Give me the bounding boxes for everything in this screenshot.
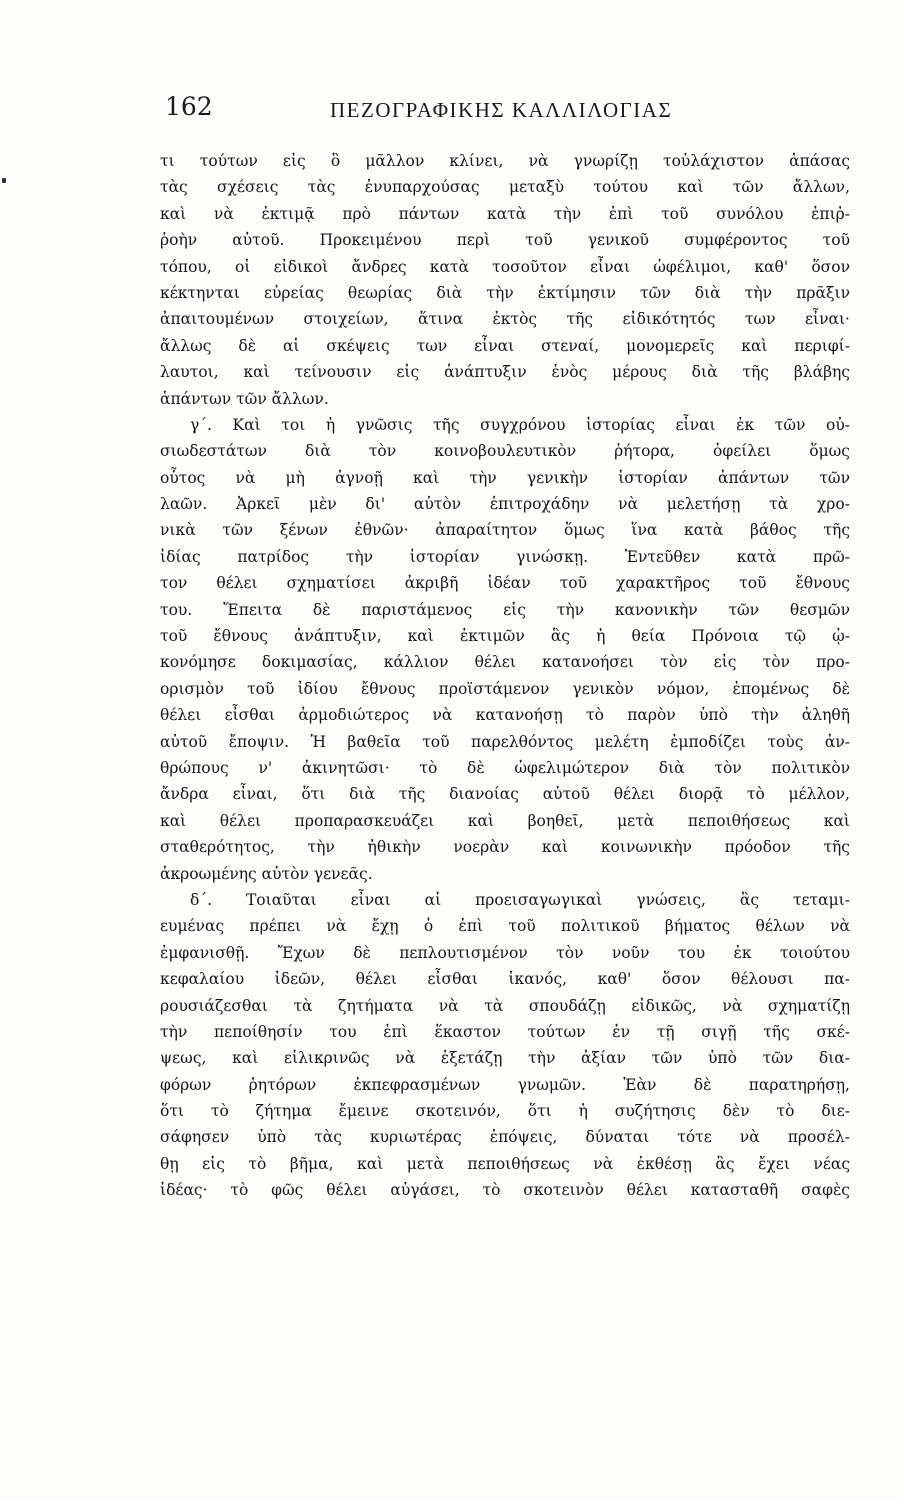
text-line: τὰς σχέσεις τὰς ἐνυπαρχούσας μεταξὺ τούτου καὶ τῶν ἄλλων,: [160, 178, 850, 197]
text-line: φόρων ῥητόρων ἐκπεφρασμένων γνωμῶν. Ἐὰν δὲ παρατηρήσῃ,: [160, 1075, 850, 1094]
text-line: ἀκροωμένης αὐτὸν γενεᾶς.: [160, 864, 373, 883]
text-line: ἄνδρα εἶναι, ὅτι διὰ τῆς διανοίας αὐτοῦ θέλει διορᾷ τὸ μέλλον,: [160, 785, 850, 804]
text-line: κεφαλαίου ἰδεῶν, θέλει εἶσθαι ἱκανός, καθ' ὅσον θέλουσι πα-: [160, 970, 850, 989]
text-line: ἀπαιτουμένων στοιχείων, ἅτινα ἐκτὸς τῆς εἰδικότητός των εἶναι·: [160, 310, 850, 329]
text-line: τον θέλει σχηματίσει ἀκριβῆ ἰδέαν τοῦ χαρακτῆρος τοῦ ἔθνους: [160, 574, 850, 593]
page-header: [165, 92, 845, 132]
text-line: σταθερότητος, τὴν ἠθικὴν νοερὰν καὶ κοινωνικὴν πρόοδον τῆς: [160, 838, 850, 857]
text-line: αὐτοῦ ἔποψιν. Ἡ βαθεῖα τοῦ παρελθόντος μελέτη ἐμποδίζει τοὺς ἀν-: [160, 732, 850, 751]
text-line: ψεως, καὶ εἰλικρινῶς νὰ ἐξετάζῃ τὴν ἀξίαν τῶν ὑπὸ τῶν δια-: [160, 1049, 850, 1068]
text-line: ορισμὸν τοῦ ἰδίου ἔθνους προϊστάμενον γενικὸν νόμον, ἑπομένως δὲ: [160, 679, 850, 698]
text-line: ἰδίας πατρίδος τὴν ἱστορίαν γινώσκῃ. Ἐντεῦθεν κατὰ πρῶ-: [160, 547, 850, 566]
text-line: θέλει εἶσθαι ἁρμοδιώτερος νὰ κατανοήσῃ τὸ παρὸν ὑπὸ τὴν ἀληθῆ: [160, 706, 850, 725]
text-line: ἁπάντων τῶν ἄλλων.: [160, 389, 329, 408]
text-line: ἰδέας· τὸ φῶς θέλει αὐγάσει, τὸ σκοτεινὸν θέλει κατασταθῆ σαφὲς: [160, 1181, 850, 1200]
text-line: νικὰ τῶν ξένων ἐθνῶν· ἀπαραίτητον ὅμως ἵνα κατὰ βάθος τῆς: [160, 521, 850, 540]
page-number: 162: [165, 92, 213, 121]
text-line: τὴν πεποίθησίν του ἐπὶ ἕκαστον τούτων ἐν τῇ σιγῇ τῆς σκέ-: [160, 1022, 850, 1041]
text-line: οὗτος νὰ μὴ ἀγνοῇ καὶ τὴν γενικὴν ἱστορίαν ἁπάντων τῶν: [160, 468, 850, 487]
text-line: ευμένας πρέπει νὰ ἔχῃ ὁ ἐπὶ τοῦ πολιτικοῦ βήματος θέλων νὰ: [160, 917, 850, 936]
text-line: τοῦ ἔθνους ἀνάπτυξιν, καὶ ἐκτιμῶν ἃς ἡ θεία Πρόνοια τῷ ᾠ-: [160, 627, 850, 646]
text-line: σάφησεν ὑπὸ τὰς κυριωτέρας ἐπόψεις, δύναται τότε νὰ προσέλ-: [160, 1128, 850, 1147]
text-line: τόπου, οἱ εἰδικοὶ ἄνδρες κατὰ τοσοῦτον εἶναι ὠφέλιμοι, καθ' ὅσον: [160, 257, 850, 276]
body-text: [160, 148, 850, 1204]
text-line: καὶ θέλει προπαρασκευάζει καὶ βοηθεῖ, μετὰ πεποιθήσεως καὶ: [160, 811, 850, 830]
paragraph-gamma-start: γ΄. Καὶ τοι ἡ γνῶσις τῆς συγχρόνου ἱστορίας εἶναι ἐκ τῶν οὐ-: [190, 415, 850, 434]
text-line: θῃ εἰς τὸ βῆμα, καὶ μετὰ πεποιθήσεως νὰ ἐκθέσῃ ἃς ἔχει νέας: [160, 1154, 850, 1173]
text-line: ὅτι τὸ ζήτημα ἔμεινε σκοτεινόν, ὅτι ἡ συζήτησις δὲν τὸ διε-: [160, 1102, 850, 1121]
text-line: καὶ νὰ ἐκτιμᾷ πρὸ πάντων κατὰ τὴν ἐπὶ τοῦ συνόλου ἐπιῤ-: [160, 204, 850, 223]
text-line: ἐμφανισθῇ. Ἔχων δὲ πεπλουτισμένον τὸν νοῦν του ἐκ τοιούτου: [160, 943, 850, 962]
text-line: ρουσιάζεσθαι τὰ ζητήματα νὰ τὰ σπουδάζῃ εἰδικῶς, νὰ σχηματίζῃ: [160, 996, 850, 1015]
paragraph-delta-start: δ΄. Τοιαῦται εἶναι αἱ προεισαγωγικαὶ γνώσεις, ἃς τεταμι-: [190, 890, 850, 909]
running-title: ΠΕΖΟΓΡΑΦΙΚΗΣ ΚΑΛΛΙΛΟΓΙΑΣ: [330, 98, 673, 122]
text-line: ῥοὴν αὐτοῦ. Προκειμένου περὶ τοῦ γενικοῦ συμφέροντος τοῦ: [160, 231, 850, 250]
text-line: σιωδεστάτων διὰ τὸν κοινοβουλευτικὸν ῥήτορα, ὀφείλει ὅμως: [160, 442, 850, 461]
text-line: κονόμησε δοκιμασίας, κάλλιον θέλει κατανοήσει τὸν εἰς τὸν προ-: [160, 653, 850, 672]
margin-speck: [2, 178, 6, 183]
text-line: θρώπους ν' ἀκινητῶσι· τὸ δὲ ὠφελιμώτερον διὰ τὸν πολιτικὸν: [160, 758, 850, 777]
text-line: ἄλλως δὲ αἱ σκέψεις των εἶναι στεναί, μονομερεῖς καὶ περιφί-: [160, 336, 850, 355]
text-line: λαῶν. Ἀρκεῖ μὲν δι' αὐτὸν ἐπιτροχάδην νὰ μελετήσῃ τὰ χρο-: [160, 495, 850, 514]
text-line: λαυτοι, καὶ τείνουσιν εἰς ἀνάπτυξιν ἑνὸς μέρους διὰ τῆς βλάβης: [160, 363, 850, 382]
text-line: κέκτηνται εὐρείας θεωρίας διὰ τὴν ἐκτίμησιν τῶν διὰ τὴν πρᾶξιν: [160, 283, 850, 302]
text-line: του. Ἔπειτα δὲ παριστάμενος εἰς τὴν κανονικὴν τῶν θεσμῶν: [160, 600, 850, 619]
text-line: τι τούτων εἰς ὃ μᾶλλον κλίνει, νὰ γνωρίζῃ τοὐλάχιστον ἁπάσας: [160, 152, 850, 170]
